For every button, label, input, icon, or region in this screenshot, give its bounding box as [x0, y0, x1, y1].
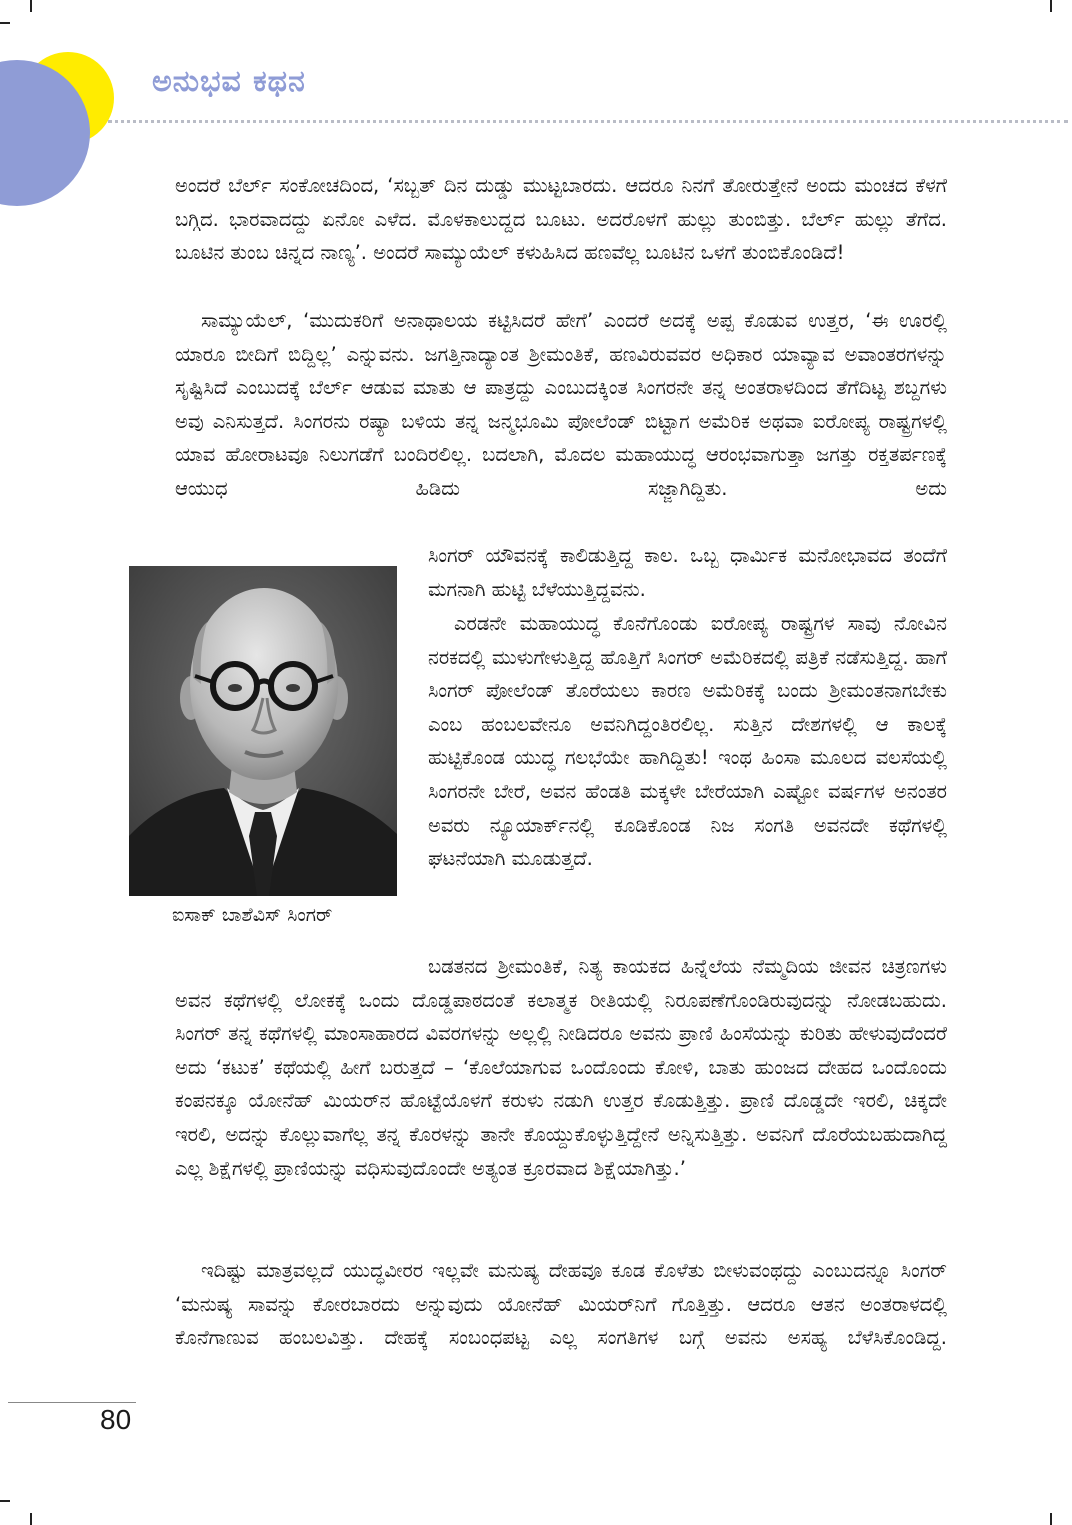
crop-mark [0, 1500, 10, 1502]
crop-mark [30, 1513, 32, 1525]
paragraph-2: ಸಾಮ್ಯುಯೆಲ್, ‘ಮುದುಕರಿಗೆ ಅನಾಥಾಲಯ ಕಟ್ಟಿಸಿದರೆ ಹೇಗೆ’ ಎಂದರೆ ಅದಕ್ಕೆ ಅಪ್ಪ ಕೊಡುವ ಉತ್ತರ, ‘ಈ ಊರಲ್ಲಿ ಯಾರೂ ಬೀದಿಗೆ ಬಿದ್ದಿಲ್ಲ’ ಎನ್ನುವನು. ಜಗತ್ತಿನಾದ್ಯಾಂತ ಶ್ರೀಮಂತಿಕೆ, ಹಣವಿರುವವರ ಅಧಿಕಾರ ಯಾವ್ಯಾವ ಅವಾಂತರಗಳನ್ನು ಸೃಷ್ಟಿಸಿದೆ ಎಂಬುದಕ್ಕೆ ಬೆರ್ಲ್ ಆಡುವ ಮಾತು ಆ ಪಾತ್ರದ್ದು ಎಂಬುದಕ್ಕಿಂತ ಸಿಂಗರನೇ ತನ್ನ ಅಂತರಾಳದಿಂದ ತೆಗೆದಿಟ್ಟ ಶಬ್ದಗಳು ಅವು ಎನಿಸುತ್ತದೆ. ಸಿಂಗರನು ರಷ್ಯಾ ಬಳಿಯ ತನ್ನ ಜನ್ಮಭೂಮಿ ಪೋಲೆಂಡ್ ಬಿಟ್ಟಾಗ ಅಮೆರಿಕ ಅಥವಾ ಐರೋಪ್ಯ ರಾಷ್ಟ್ರಗಳಲ್ಲಿ ಯಾವ ಹೋರಾಟವೂ ನಿಲುಗಡೆಗೆ ಬಂದಿರಲಿಲ್ಲ. ಬದಲಾಗಿ, ಮೊದಲ ಮಹಾಯುದ್ಧ ಆರಂಭವಾಗುತ್ತಾ ಜಗತ್ತು ರಕ್ತತರ್ಪಣಕ್ಕೆ ಆಯುಧ ಹಿಡಿದು ಸಜ್ಜಾಗಿದ್ದಿತು. ಅದು [175, 309, 947, 500]
crop-mark [1050, 0, 1052, 12]
footer-rule [8, 1402, 136, 1403]
paragraph-5: ಬಡತನದ ಶ್ರೀಮಂತಿಕೆ, ನಿತ್ಯ ಕಾಯಕದ ಹಿನ್ನೆಲೆಯ ನೆಮ್ಮದಿಯ ಜೀವನ ಚಿತ್ರಣಗಳು ಅವನ ಕಥೆಗಳಲ್ಲಿ ಲೋಕಕ್ಕೆ ಒಂದು ದೊಡ್ಡಪಾಠದಂತೆ ಕಲಾತ್ಮಕ ರೀತಿಯಲ್ಲಿ ನಿರೂಪಣೆಗೊಂಡಿರುವುದನ್ನು ನೋಡಬಹುದು. ಸಿಂಗರ್ ತನ್ನ ಕಥೆಗಳಲ್ಲಿ ಮಾಂಸಾಹಾರದ ವಿವರಗಳನ್ನು ಅಲ್ಲಲ್ಲಿ ನೀಡಿದರೂ ಅವನು ಪ್ರಾಣಿ ಹಿಂಸೆಯನ್ನು ಕುರಿತು ಹೇಳುವುದೆಂದರೆ ಅದು ‘ಕಟುಕ’ ಕಥೆಯಲ್ಲಿ ಹೀಗೆ ಬರುತ್ತದೆ – ‘ಕೊಲೆಯಾಗುವ ಒಂದೊಂದು ಕೋಳಿ, ಬಾತು ಹುಂಜದ ದೇಹದ ಒಂದೊಂದು ಕಂಪನಕ್ಕೂ ಯೋನೆಹ್ ಮಿಯರ್‌ನ ಹೊಟ್ಟೆಯೊಳಗೆ ಕರುಳು ನಡುಗಿ ಉತ್ತರ ಕೊಡುತ್ತಿತ್ತು. ಪ್ರಾಣಿ ದೊಡ್ಡದೇ ಇರಲಿ, ಚಿಕ್ಕದೇ ಇರಲಿ, ಅದನ್ನು ಕೊಲ್ಲುವಾಗೆಲ್ಲ ತನ್ನ ಕೊರಳನ್ನು ತಾನೇ ಕೊಯ್ದುಕೊಳ್ಳುತ್ತಿದ್ದೇನೆ ಅನ್ನಿಸುತ್ತಿತ್ತು. ಅವನಿಗೆ ದೊರೆಯಬಹುದಾಗಿದ್ದ ಎಲ್ಲ ಶಿಕ್ಷೆಗಳಲ್ಲಿ ಪ್ರಾಣಿಯನ್ನು ವಧಿಸುವುದೊಂದೇ ಅತ್ಯಂತ ಕ್ರೂರವಾದ ಶಿಕ್ಷೆಯಾಗಿತ್ತು.’ [175, 955, 947, 1180]
photo-caption: ಐಸಾಕ್ ಬಾಶೆವಿಸ್ ಸಿಂಗರ್ [172, 904, 333, 926]
page-number: 80 [100, 1404, 132, 1435]
header-dotted-rule [108, 120, 1068, 123]
portrait-illustration [129, 566, 397, 896]
paragraph-3: ಸಿಂಗರ್ ಯೌವನಕ್ಕೆ ಕಾಲಿಡುತ್ತಿದ್ದ ಕಾಲ. ಒಬ್ಬ ಧಾರ್ಮಿಕ ಮನೋಭಾವದ ತಂದೆಗೆ ಮಗನಾಗಿ ಹುಟ್ಟಿ ಬೆಳೆಯುತ್ತಿದ್ದವನು. [428, 544, 947, 601]
paragraph-1: ಅಂದರೆ ಬೆರ್ಲ್ ಸಂಕೋಚದಿಂದ, ‘ಸಬ್ಬತ್ ದಿನ ದುಡ್ಡು ಮುಟ್ಟಬಾರದು. ಆದರೂ ನಿನಗೆ ತೋರುತ್ತೇನೆ ಅಂದು ಮಂಚದ ಕೆಳಗೆ ಬಗ್ಗಿದ. ಭಾರವಾದದ್ದು ಏನೋ ಎಳೆದ. ಮೊಳಕಾಲುದ್ದದ ಬೂಟು. ಅದರೊಳಗೆ ಹುಲ್ಲು ತುಂಬಿತ್ತು. ಬೆರ್ಲ್ ಹುಲ್ಲು ತೆಗೆದ. ಬೂಟಿನ ತುಂಬ ಚಿನ್ನದ ನಾಣ್ಯ’. ಅಂದರೆ ಸಾಮ್ಯುಯೆಲ್ ಕಳುಹಿಸಿದ ಹಣವೆಲ್ಲ ಬೂಟಿನ ಒಳಗೆ ತುಂಬಿಕೊಂಡಿದೆ! [175, 174, 947, 265]
page-header-title: ಅನುಭವ ಕಥನ [152, 64, 306, 99]
paragraph-4: ಎರಡನೇ ಮಹಾಯುದ್ಧ ಕೊನೆಗೊಂಡು ಐರೋಪ್ಯ ರಾಷ್ಟ್ರಗಳ ಸಾವು ನೋವಿನ ನರಕದಲ್ಲಿ ಮುಳುಗೇಳುತ್ತಿದ್ದ ಹೊತ್ತಿಗೆ ಸಿಂಗರ್ ಅಮೆರಿಕದಲ್ಲಿ ಪತ್ರಿಕೆ ನಡೆಸುತ್ತಿದ್ದ. ಹಾಗೆ ಸಿಂಗರ್ ಪೋಲೆಂಡ್ ತೊರೆಯಲು ಕಾರಣ ಅಮೆರಿಕಕ್ಕೆ ಬಂದು ಶ್ರೀಮಂತನಾಗಬೇಕು ಎಂಬ ಹಂಬಲವೇನೂ ಅವನಿಗಿದ್ದಂತಿರಲಿಲ್ಲ. ಸುತ್ತಿನ ದೇಶಗಳಲ್ಲಿ ಆ ಕಾಲಕ್ಕೆ ಹುಟ್ಟಿಕೊಂಡ ಯುದ್ಧ ಗಲಭೆಯೇ ಹಾಗಿದ್ದಿತು! ಇಂಥ ಹಿಂಸಾ ಮೂಲದ ವಲಸೆಯಲ್ಲಿ ಸಿಂಗರನೇ ಬೇರೆ, ಅವನ ಹೆಂಡತಿ ಮಕ್ಕಳೇ ಬೇರೆಯಾಗಿ ಎಷ್ಟೋ ವರ್ಷಗಳ ಅನಂತರ ಅವರು ನ್ಯೂಯಾರ್ಕ್‌ನಲ್ಲಿ ಕೂಡಿಕೊಂಡ ನಿಜ ಸಂಗತಿ ಅವನದೇ ಕಥೆಗಳಲ್ಲಿ ಘಟನೆಯಾಗಿ ಮೂಡುತ್ತದೆ. [428, 612, 947, 871]
portrait-photo [129, 566, 397, 896]
crop-mark [1050, 1513, 1052, 1525]
paragraph-6: ಇದಿಷ್ಟು ಮಾತ್ರವಲ್ಲದೆ ಯುದ್ಧವೀರರ ಇಲ್ಲವೇ ಮನುಷ್ಯ ದೇಹವೂ ಕೂಡ ಕೊಳೆತು ಬೀಳುವಂಥದ್ದು ಎಂಬುದನ್ನೂ ಸಿಂಗರ್ ‘ಮನುಷ್ಯ ಸಾವನ್ನು ಕೋರಬಾರದು ಅನ್ನುವುದು ಯೋನೆಹ್ ಮಿಯರ್‌ನಿಗೆ ಗೊತ್ತಿತ್ತು. ಆದರೂ ಆತನ ಅಂತರಾಳದಲ್ಲಿ ಕೊನೆಗಾಣುವ ಹಂಬಲವಿತ್ತು. ದೇಹಕ್ಕೆ ಸಂಬಂಧಪಟ್ಟ ಎಲ್ಲ ಸಂಗತಿಗಳ ಬಗ್ಗೆ ಅವನು ಅಸಹ್ಯ ಬೆಳೆಸಿಕೊಂಡಿದ್ದ. [175, 1259, 947, 1350]
crop-mark [30, 0, 32, 12]
crop-mark [0, 22, 10, 24]
